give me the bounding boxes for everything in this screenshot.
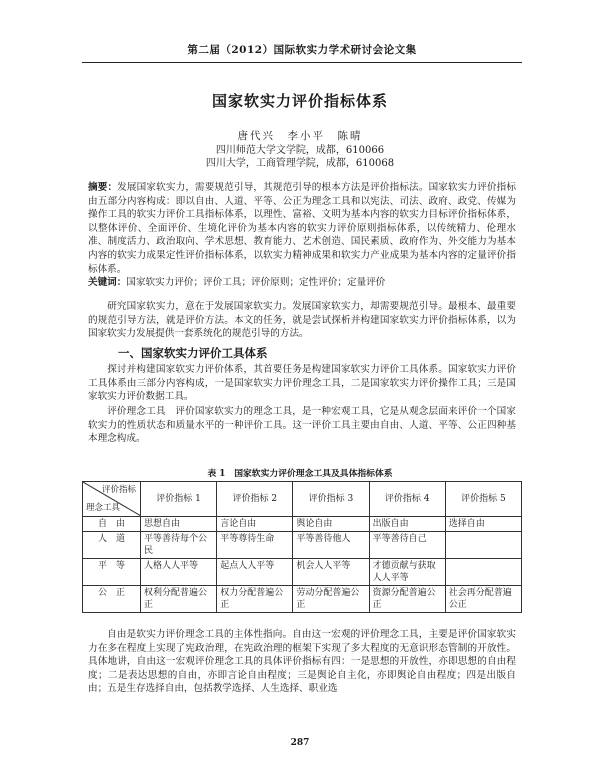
column-header: 评价指标 1 — [141, 482, 217, 517]
column-header: 评价指标 5 — [445, 482, 521, 517]
article-title: 国家软实力评价指标体系 — [211, 92, 388, 110]
corner-bottom-label: 理念工具 — [86, 503, 121, 513]
column-header: 评价指标 3 — [293, 482, 369, 517]
column-header: 评价指标 2 — [217, 482, 293, 517]
section-heading: 一、国家软实力评价工具体系 — [118, 346, 268, 360]
keywords — [88, 276, 516, 290]
table-cell: 起点人人平等 — [217, 559, 293, 586]
table-cell — [445, 532, 521, 559]
running-header: 第二届（2012）国际软实力学术研讨会论文集 — [187, 44, 417, 56]
table-cell: 权利分配普遍公正 — [141, 586, 217, 613]
body-paragraph: 评价理念工具 评价国家软实力的理念工具，是一种宏观工具，它是从观念层面来评价一个国家软实力的性质状态和质量水平的一种评价工具。这一评价工具主要由自由、人道、平等、公正四种基本理念构成。 — [88, 406, 516, 445]
table-row — [83, 532, 522, 559]
table-cell: 出版自由 — [369, 517, 445, 532]
table-cell: 平等善待自己 — [369, 532, 445, 559]
keywords-text: 国家软实力评价；评价工具；评价原则；定性评价；定量评价 — [126, 277, 386, 288]
author-list: 唐代兴 李小平 陈晴 — [237, 130, 363, 142]
table-cell: 人格人人平等 — [141, 559, 217, 586]
table-cell: 劳动分配普遍公正 — [293, 586, 369, 613]
table-cell: 言论自由 — [217, 517, 293, 532]
body-paragraph: 探讨并构建国家软实力评价体系，其首要任务是构建国家软实力评价工具体系。国家软实力评价工具体系由三部分内容构成，一是国家软实力评价理念工具，二是国家软实力评价操作工具；三是国家软实力评价数据工具。 — [88, 364, 516, 403]
row-label: 公 正 — [83, 586, 141, 613]
table-cell: 平等善待每个公民 — [141, 532, 217, 559]
affiliation-2: 四川大学，工商管理学院，成都，610068 — [205, 158, 395, 169]
header-rule — [82, 62, 522, 63]
table-cell: 选择自由 — [445, 517, 521, 532]
table-cell: 平等善待他人 — [293, 532, 369, 559]
table-cell: 权力分配普遍公正 — [217, 586, 293, 613]
table-header-row — [83, 482, 522, 517]
table-cell: 社会再分配普遍公正 — [445, 586, 521, 613]
body-paragraph: 自由是软实力评价理念工具的主体性指向。自由这一宏观的评价理念工具，主要是评价国家软实力在多在程度上实现了宪政治理，在宪政治理的框架下实现了多大程度的无意识形态管制的开放性。具体地讲，自由这一宏观评价理念工具的具体评价指标有四：一是思想的开放性，亦即思想的自由程度；二是表达思想的自由，亦即言论自由程度；三是舆论自主化，亦即舆论自由程度；四是出版自由；五是生存选择自由，包括教学选择、人生选择、职业选 — [88, 629, 516, 695]
corner-top-label: 评价指标 — [101, 485, 136, 495]
row-label: 人 道 — [83, 532, 141, 559]
intro-paragraph: 研究国家软实力，意在于发展国家软实力。发展国家软实力，却需要规范引导。最根本、最重要的规范引导方法，就是评价方法。本文的任务，就是尝试探析并构建国家软实力评价指标体系，以为国家软实力发展提供一套系统化的规范引导的方法。 — [88, 301, 516, 340]
column-header: 评价指标 4 — [369, 482, 445, 517]
affiliation-1: 四川师范大学文学院，成都，610066 — [215, 145, 385, 156]
abstract-label: 摘要： — [88, 182, 118, 193]
table-cell: 资源分配普遍公正 — [369, 586, 445, 613]
abstract — [88, 181, 516, 276]
table-caption: 表 1 国家软实力评价理念工具及具体指标体系 — [207, 469, 393, 479]
table-row — [83, 517, 522, 532]
table-cell — [445, 559, 521, 586]
table-corner-cell — [83, 482, 141, 517]
table-row — [83, 559, 522, 586]
table-cell: 舆论自由 — [293, 517, 369, 532]
abstract-text: 发展国家软实力，需要规范引导，其规范引导的根本方法是评价指标法。国家软实力评价指标由五部分内容构成：即以自由、人道、平等、公正为理念工具和以宪法、司法、政府、政党、传媒为操作工具的软实力评价工具指标体系，以理性、富裕、文明为基本内容的软实力目标评价指标体系，以整体评价、全面评价、生境化评价为基本内容的软实力评价原则指标体系，以传统精力、伦理水准、制度活力、政治取向、学术思想、教育能力、艺术创造、国民素质、政府作为、外交能力为基本内容的软实力成果定性评价指标体系，以软实力精神成果和软实力产业成果为基本内容的定量评价指标体系。 — [88, 182, 517, 275]
indicator-table — [82, 481, 522, 613]
keywords-label: 关键词： — [88, 277, 127, 288]
table-cell: 平等尊待生命 — [217, 532, 293, 559]
page-number: 287 — [290, 738, 310, 748]
table-cell: 思想自由 — [141, 517, 217, 532]
row-label: 平 等 — [83, 559, 141, 586]
table-cell: 才德贡献与获取人人平等 — [369, 559, 445, 586]
table-cell: 机会人人平等 — [293, 559, 369, 586]
row-label: 自 由 — [83, 517, 141, 532]
table-row — [83, 586, 522, 613]
